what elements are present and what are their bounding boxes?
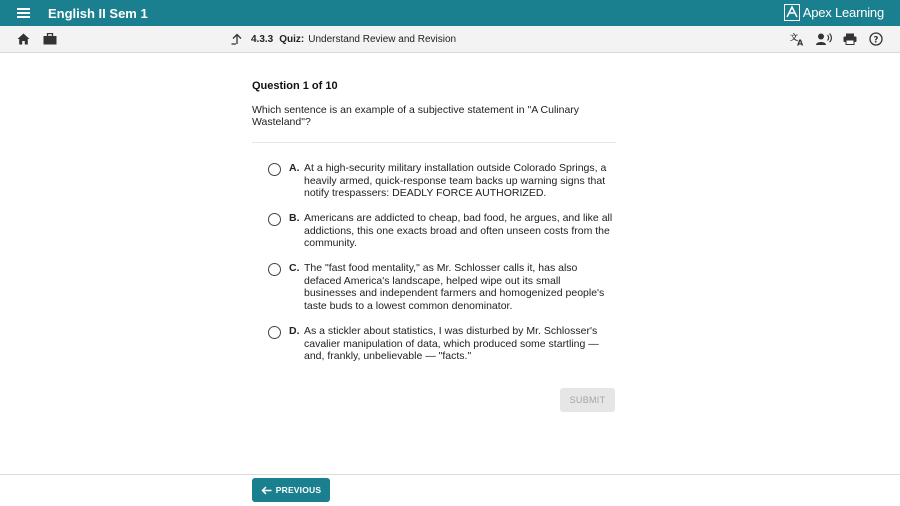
option-letter: D.: [289, 325, 300, 337]
translate-icon[interactable]: [790, 32, 805, 46]
option-text: The "fast food mentality," as Mr. Schlosser calls it, has also defaced America's landscape, helped wipe out its small businesses and independent farmers and homogenized people's taste buds to a lowest common denominator.: [304, 262, 605, 312]
brand-logo: [784, 4, 884, 21]
lesson-toolbar: [0, 26, 900, 53]
menu-icon[interactable]: [17, 8, 30, 18]
option-text: Americans are addicted to cheap, bad food, he argues, and like all addictions, this one exacts broad and often unseen costs from the community.: [304, 212, 613, 249]
arrow-left-icon: [261, 486, 272, 495]
radio-button[interactable]: [268, 213, 281, 226]
lesson-breadcrumb: [231, 33, 456, 45]
brand-name: Apex Learning: [802, 5, 884, 20]
help-icon[interactable]: [869, 32, 883, 46]
lesson-number: 4.3.3: [251, 33, 274, 45]
print-icon[interactable]: [843, 33, 857, 45]
answer-option-b[interactable]: [268, 212, 618, 250]
text-to-speech-icon[interactable]: [816, 33, 832, 45]
answer-option-a[interactable]: [268, 162, 618, 200]
option-text: As a stickler about statistics, I was disturbed by Mr. Schlosser's cavalier manipulation of data, which produced some startling — and, frankly, unbelievable — "facts.": [304, 325, 599, 362]
question-panel: [252, 80, 616, 128]
radio-button[interactable]: [268, 263, 281, 276]
footer-divider: [0, 474, 900, 475]
apex-logo-icon: [784, 4, 800, 21]
option-letter: B.: [289, 212, 300, 224]
radio-button[interactable]: [268, 326, 281, 339]
answer-option-d[interactable]: [268, 325, 618, 363]
previous-label: PREVIOUS: [275, 485, 322, 495]
option-letter: A.: [289, 162, 300, 174]
submit-button[interactable]: SUBMIT: [560, 388, 615, 412]
briefcase-icon[interactable]: [43, 33, 57, 45]
radio-button[interactable]: [268, 163, 281, 176]
top-bar: [0, 0, 900, 26]
svg-text:A: A: [797, 38, 804, 46]
question-number: Question 1 of 10: [252, 80, 338, 92]
answer-option-c[interactable]: [268, 262, 618, 312]
course-title: English II Sem 1: [48, 6, 148, 21]
svg-text:文: 文: [790, 33, 798, 42]
divider: [252, 142, 616, 143]
option-text: At a high-security military installation outside Colorado Springs, a heavily armed, quick-response team backs up warning signs that notify trespassers: DEADLY FORCE AUTHORIZED.: [304, 162, 607, 199]
lesson-kind: Quiz:: [279, 33, 305, 45]
arrow-up-icon[interactable]: [231, 33, 243, 45]
home-icon[interactable]: [17, 33, 30, 45]
svg-text:?: ?: [873, 35, 879, 46]
question-prompt: Which sentence is an example of a subjective statement in "A Culinary Wasteland"?: [252, 104, 580, 128]
previous-button[interactable]: [252, 478, 330, 502]
lesson-title: Understand Review and Revision: [308, 33, 457, 45]
option-letter: C.: [289, 262, 300, 274]
